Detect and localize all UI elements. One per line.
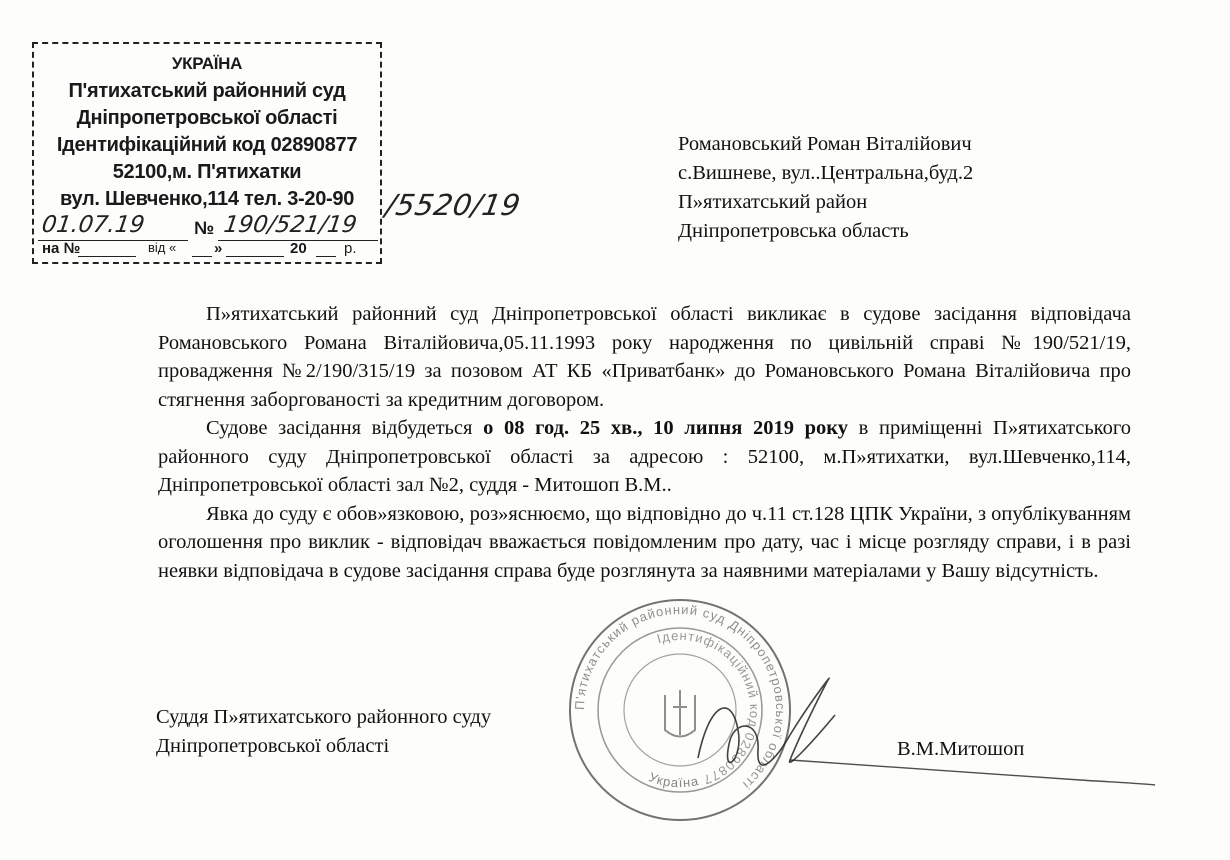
- stamp-zip-city: 52100,м. П'ятихатки: [112, 161, 302, 183]
- judge-title: [156, 703, 491, 760]
- hearing-text-lead: Судове засідання відбудеться: [206, 417, 484, 439]
- addressee-address-line-1: с.Вишневе, вул..Центральна,буд.2: [678, 162, 974, 184]
- seal-bottom-text: Україна: [646, 769, 701, 791]
- judge-name: В.М.Митошоп: [897, 738, 1025, 760]
- stamp-incoming-year-line: [316, 256, 336, 257]
- stamp-number-handwritten-extension: /5520/19: [383, 188, 524, 222]
- addressee-address-line-2: П»ятихатський район: [678, 191, 868, 213]
- paragraph-hearing-time: [158, 414, 1131, 500]
- stamp-incoming-vid: від «: [148, 240, 177, 255]
- stamp-number-label: №: [194, 218, 215, 238]
- paragraph-attendance: Явка до суду є обов»язковою, роз»яснюємо, що відповідно до ч.11 ст.128 ЦПК України, з опублікуванням оголошення про виклик - відповідач вважається повідомленим про дату, час і місце розгляду справи, і в разі неявки відповідача в судове засідання справа буде розглянута за наявними матеріалами у Вашу відсутність.: [158, 502, 1131, 582]
- stamp-incoming-year: 20: [290, 240, 307, 257]
- stamp-id-code: Ідентифікаційний код 02890877: [56, 134, 358, 156]
- addressee-address-line-3: Дніпропетровська область: [678, 220, 909, 242]
- summons-body: [158, 300, 1131, 585]
- addressee-block: [678, 130, 973, 246]
- addressee-name: Романовський Роман Віталійович: [678, 133, 972, 155]
- stamp-outgoing-row: [38, 212, 378, 242]
- seal-outer-text: П'ятихатський районний суд Дніпропетровської області: [571, 601, 789, 793]
- stamp-outgoing-date: 01.07.19: [40, 212, 147, 238]
- stamp-incoming-month-line: [226, 256, 284, 257]
- svg-text:Ідентифікаційний код 02890877: [655, 628, 762, 788]
- hearing-date-time: о 08 год. 25 хв., 10 липня 2019 року: [483, 417, 849, 439]
- judge-title-line-2: Дніпропетровської області: [156, 734, 390, 757]
- stamp-street-phone: вул. Шевченко,114 тел. 3-20-90: [59, 188, 355, 210]
- trident-emblem-icon: [665, 690, 695, 737]
- stamp-country: УКРАЇНА: [171, 54, 243, 73]
- stamp-incoming-day-line: [192, 256, 212, 257]
- hearing-text-location: в приміщенні П»ятихатського районного суду Дніпропетровської області за адресою : 52100, м.П»ятихатки, вул.Шевченко,114, Дніпропетровської області зал №2, суддя - Митошоп В.М..: [158, 417, 1131, 496]
- judge-title-line-1: Суддя П»ятихатського районного суду: [156, 706, 492, 728]
- stamp-incoming-prefix: на №: [42, 240, 81, 257]
- stamp-incoming-r: р.: [344, 240, 357, 257]
- stamp-incoming-row: [40, 240, 380, 262]
- stamp-outgoing-number: 190/521/19: [222, 212, 359, 238]
- svg-text:Україна: [647, 769, 700, 790]
- stamp-court-name: П'ятихатський районний суд: [68, 80, 346, 102]
- stamp-incoming-quote: »: [214, 240, 223, 257]
- stamp-region: Дніпропетровської області: [76, 107, 338, 129]
- stamp-incoming-no-line: [78, 256, 136, 257]
- seal-inner-text: Ідентифікаційний код 02890877: [655, 627, 763, 788]
- corner-stamp: [32, 42, 382, 264]
- round-court-seal: [565, 595, 795, 825]
- paragraph-summons: П»ятихатський районний суд Дніпропетровської області викликає в судове засідання відповідача Романовського Романа Віталійовича,05.11.1993 року народження по цивільній справі №190/521/19, провадження №2/190/315/19 за позовом АТ КБ «Приватбанк» до Романовського Романа Віталійовича про стягнення заборгованості за кредитним договором.: [158, 303, 1131, 411]
